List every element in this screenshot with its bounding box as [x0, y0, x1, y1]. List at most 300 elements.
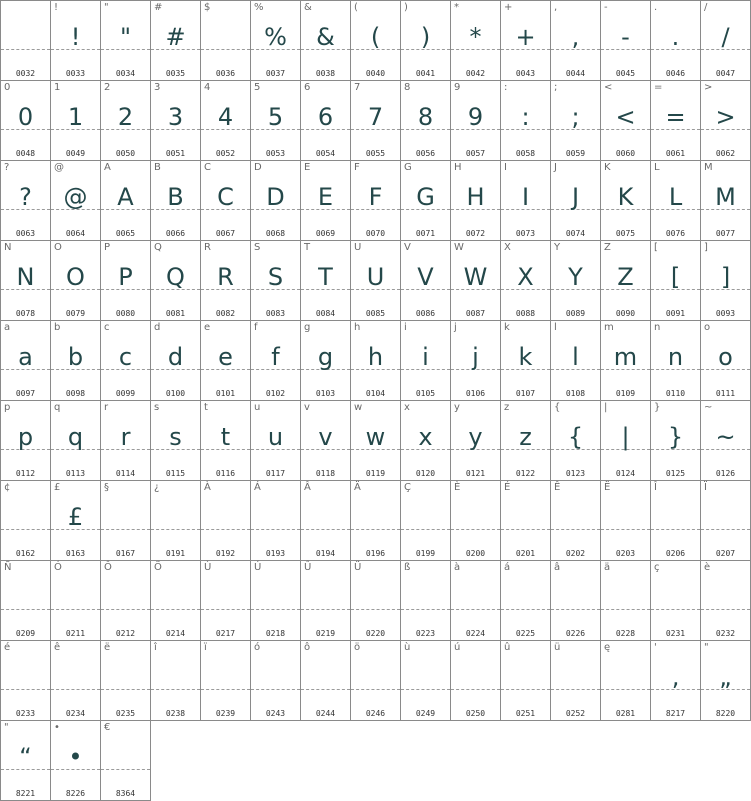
glyph-cell-label: •: [54, 722, 60, 733]
glyph-code: 0098: [65, 389, 86, 398]
glyph-sample: P: [118, 263, 133, 291]
glyph-cell-label: .: [654, 2, 658, 13]
glyph-code: 0036: [215, 69, 236, 78]
glyph-cell: [0, 400, 51, 481]
glyph-cell: [700, 320, 751, 401]
glyph-cell: [100, 0, 151, 81]
glyph-cell: [550, 400, 601, 481]
glyph-cell-label: ): [404, 2, 408, 13]
glyph-cell-label: ï: [204, 642, 207, 653]
glyph-cell-label: s: [154, 402, 160, 413]
glyph-cell-label: ë: [104, 642, 111, 653]
glyph-cell-label: Ë: [604, 482, 611, 493]
glyph-cell-label: &: [304, 2, 312, 13]
glyph-sample: [201, 497, 250, 537]
glyph-sample: v: [318, 423, 333, 451]
glyph-sample: 2: [117, 103, 134, 131]
glyph-cell: [700, 0, 751, 81]
glyph-cell: [650, 560, 701, 641]
glyph-cell-label: Î: [654, 482, 657, 493]
glyph-sample: 4: [217, 103, 234, 131]
glyph-sample: [601, 577, 650, 617]
glyph-cell-label: e: [204, 322, 211, 333]
glyph-code: 0192: [215, 549, 236, 558]
glyph-cell-label: Á: [254, 482, 261, 493]
glyph-code: 0122: [515, 469, 536, 478]
glyph-sample: &: [316, 23, 335, 51]
glyph-code: 0218: [265, 629, 286, 638]
glyph-code: 0123: [565, 469, 586, 478]
glyph-cell: [400, 160, 451, 241]
glyph-cell: [500, 480, 551, 561]
glyph-sample: [1, 657, 50, 697]
glyph-code: 0212: [115, 629, 136, 638]
glyph-code: 0219: [315, 629, 336, 638]
glyph-cell: [250, 80, 301, 161]
glyph-sample: /: [721, 23, 730, 51]
glyph-sample: d: [167, 343, 184, 371]
glyph-code: 0126: [715, 469, 736, 478]
glyph-code: 8364: [115, 789, 136, 798]
glyph-cell-label: @: [54, 162, 64, 173]
glyph-cell: [100, 240, 151, 321]
glyph-sample: S: [267, 263, 284, 291]
glyph-code: 8217: [665, 709, 686, 718]
glyph-code: 0090: [615, 309, 636, 318]
glyph-cell: [550, 560, 601, 641]
glyph-cell: [0, 640, 51, 721]
glyph-cell-label: l: [554, 322, 557, 333]
glyph-cell: [400, 400, 451, 481]
glyph-cell-label: X: [504, 242, 511, 253]
glyph-cell: [600, 160, 651, 241]
glyph-sample: U: [366, 263, 385, 291]
glyph-cell: [650, 0, 701, 81]
glyph-cell: [150, 80, 201, 161]
glyph-sample: G: [416, 183, 435, 211]
glyph-code: 0032: [15, 69, 36, 78]
glyph-sample: •: [68, 743, 83, 771]
glyph-code: 0093: [715, 309, 736, 318]
glyph-cell: [300, 320, 351, 401]
glyph-cell-label: 7: [354, 82, 361, 93]
glyph-cell: [350, 80, 401, 161]
glyph-cell-label: ,: [554, 2, 558, 13]
glyph-code: 0080: [115, 309, 136, 318]
glyph-code: 0119: [365, 469, 386, 478]
glyph-code: 0088: [515, 309, 536, 318]
glyph-cell-label: ': [654, 642, 657, 653]
glyph-sample: g: [317, 343, 334, 371]
glyph-cell: [100, 160, 151, 241]
glyph-cell-label: $: [204, 2, 211, 13]
glyph-cell-label: u: [254, 402, 261, 413]
glyph-sample: [551, 577, 600, 617]
glyph-cell: [400, 240, 451, 321]
glyph-code: 0084: [315, 309, 336, 318]
glyph-sample: s: [169, 423, 182, 451]
glyph-sample: t: [220, 423, 231, 451]
glyph-sample: 0: [17, 103, 34, 131]
glyph-sample: [551, 657, 600, 697]
glyph-sample: [451, 577, 500, 617]
glyph-cell: [650, 240, 701, 321]
glyph-cell: [600, 400, 651, 481]
glyph-cell-label: U: [354, 242, 362, 253]
glyph-sample: D: [266, 183, 285, 211]
glyph-code: 0057: [465, 149, 486, 158]
glyph-code: 0112: [15, 469, 36, 478]
glyph-sample: [451, 497, 500, 537]
glyph-sample: [251, 657, 300, 697]
glyph-cell: [100, 320, 151, 401]
glyph-sample: [301, 497, 350, 537]
glyph-code: 0066: [165, 229, 186, 238]
glyph-cell-label: û: [504, 642, 511, 653]
glyph-code: 0082: [215, 309, 236, 318]
glyph-code: 0106: [465, 389, 486, 398]
glyph-cell: [500, 400, 551, 481]
glyph-cell: [700, 480, 751, 561]
glyph-cell-label: x: [404, 402, 410, 413]
glyph-code: 0083: [265, 309, 286, 318]
glyph-code: 0072: [465, 229, 486, 238]
glyph-code: 0033: [65, 69, 86, 78]
glyph-sample: 8: [417, 103, 434, 131]
glyph-sample: Z: [617, 263, 634, 291]
glyph-cell-label: ç: [654, 562, 660, 573]
glyph-cell-label: W: [454, 242, 464, 253]
glyph-sample: [101, 737, 150, 777]
glyph-cell: [350, 0, 401, 81]
glyph-code: 0115: [165, 469, 186, 478]
glyph-sample: [601, 657, 650, 697]
glyph-cell: [700, 240, 751, 321]
glyph-sample: O: [66, 263, 85, 291]
glyph-sample: R: [217, 263, 234, 291]
glyph-cell-label: ;: [554, 82, 558, 93]
glyph-code: 0078: [15, 309, 36, 318]
glyph-cell: [100, 400, 151, 481]
glyph-cell-label: V: [404, 242, 411, 253]
glyph-cell-label: r: [104, 402, 109, 413]
glyph-cell-label: -: [604, 2, 608, 13]
glyph-cell: [50, 80, 101, 161]
glyph-sample: :: [521, 103, 530, 131]
glyph-cell-label: ~: [704, 402, 713, 413]
glyph-cell-label: a: [4, 322, 11, 333]
glyph-cell: [600, 640, 651, 721]
glyph-sample: c: [118, 343, 133, 371]
glyph-cell: [50, 240, 101, 321]
glyph-cell: [350, 240, 401, 321]
glyph-cell: [500, 240, 551, 321]
glyph-cell-label: 5: [254, 82, 261, 93]
glyph-cell-label: Ó: [54, 562, 62, 573]
glyph-cell: [300, 400, 351, 481]
glyph-sample: 1: [67, 103, 84, 131]
glyph-sample: >: [715, 103, 736, 131]
glyph-sample: [201, 17, 250, 57]
glyph-code: 0252: [565, 709, 586, 718]
glyph-sample: {: [567, 423, 584, 451]
glyph-sample: e: [218, 343, 233, 371]
glyph-cell-label: Ñ: [4, 562, 12, 573]
glyph-sample: [501, 497, 550, 537]
glyph-cell: [200, 480, 251, 561]
glyph-cell-label: B: [154, 162, 161, 173]
glyph-cell-label: C: [204, 162, 211, 173]
glyph-cell: [450, 240, 501, 321]
glyph-sample: [151, 657, 200, 697]
glyph-cell: [400, 560, 451, 641]
glyph-cell-label: D: [254, 162, 262, 173]
glyph-sample: x: [418, 423, 433, 451]
glyph-cell: [250, 320, 301, 401]
glyph-sample: £: [67, 503, 84, 531]
glyph-cell: [550, 480, 601, 561]
glyph-sample: [101, 577, 150, 617]
glyph-code: 0048: [15, 149, 36, 158]
glyph-cell-label: t: [204, 402, 208, 413]
glyph-cell-label: p: [4, 402, 11, 413]
glyph-code: 8220: [715, 709, 736, 718]
glyph-sample: [251, 577, 300, 617]
glyph-code: 0239: [215, 709, 236, 718]
glyph-code: 0077: [715, 229, 736, 238]
glyph-cell-label: 8: [404, 82, 411, 93]
glyph-sample: <: [615, 103, 636, 131]
glyph-sample: ;: [571, 103, 580, 131]
glyph-code: 0041: [415, 69, 436, 78]
glyph-cell: [350, 480, 401, 561]
glyph-cell-label: 9: [454, 82, 461, 93]
glyph-cell: [450, 80, 501, 161]
glyph-code: 0045: [615, 69, 636, 78]
glyph-code: 0076: [665, 229, 686, 238]
glyph-cell: [150, 480, 201, 561]
glyph-cell: [250, 240, 301, 321]
glyph-code: 0108: [565, 389, 586, 398]
glyph-code: 0201: [515, 549, 536, 558]
glyph-sample: a: [18, 343, 33, 371]
glyph-code: 0059: [565, 149, 586, 158]
glyph-code: 0206: [665, 549, 686, 558]
glyph-code: 0105: [415, 389, 436, 398]
glyph-cell-label: 0: [4, 82, 11, 93]
glyph-sample: [101, 497, 150, 537]
glyph-cell: [600, 0, 651, 81]
glyph-code: 0097: [15, 389, 36, 398]
glyph-cell: [300, 80, 351, 161]
glyph-code: 0244: [315, 709, 336, 718]
glyph-sample: M: [715, 183, 736, 211]
glyph-cell-label: i: [404, 322, 407, 333]
glyph-sample: N: [16, 263, 35, 291]
glyph-cell: [300, 0, 351, 81]
glyph-code: 0089: [565, 309, 586, 318]
glyph-cell-label: È: [454, 482, 461, 493]
glyph-cell: [50, 560, 101, 641]
glyph-code: 0234: [65, 709, 86, 718]
glyph-cell-label: f: [254, 322, 258, 333]
glyph-cell: [0, 560, 51, 641]
glyph-cell: [0, 480, 51, 561]
glyph-code: 0194: [315, 549, 336, 558]
glyph-sample: f: [271, 343, 280, 371]
glyph-cell-label: =: [654, 82, 663, 93]
glyph-cell: [200, 80, 251, 161]
glyph-code: 0246: [365, 709, 386, 718]
glyph-sample: 5: [267, 103, 284, 131]
glyph-cell-label: j: [454, 322, 457, 333]
glyph-code: 0052: [215, 149, 236, 158]
glyph-code: 0068: [265, 229, 286, 238]
glyph-cell: [650, 80, 701, 161]
glyph-cell-label: ]: [704, 242, 708, 253]
glyph-cell: [50, 400, 101, 481]
glyph-code: 0217: [215, 629, 236, 638]
glyph-code: 0040: [365, 69, 386, 78]
glyph-sample: -: [621, 23, 630, 51]
glyph-cell-label: 6: [304, 82, 311, 93]
glyph-sample: [351, 497, 400, 537]
glyph-cell-label: <: [604, 82, 613, 93]
glyph-code: 0199: [415, 549, 436, 558]
glyph-cell-label: §: [104, 482, 109, 493]
glyph-code: 0121: [465, 469, 486, 478]
glyph-cell-label: k: [504, 322, 510, 333]
glyph-code: 0232: [715, 629, 736, 638]
glyph-sample: ,: [571, 23, 580, 51]
glyph-code: 0223: [415, 629, 436, 638]
glyph-code: 0073: [515, 229, 536, 238]
glyph-cell-label: ô: [304, 642, 311, 653]
glyph-sample: 6: [317, 103, 334, 131]
glyph-sample: [301, 577, 350, 617]
glyph-cell-label: R: [204, 242, 211, 253]
glyph-sample: I: [521, 183, 530, 211]
glyph-code: 0200: [465, 549, 486, 558]
glyph-cell-label: {: [554, 402, 561, 413]
glyph-cell-label: Ê: [554, 482, 561, 493]
glyph-cell: [600, 80, 651, 161]
glyph-code: 0117: [265, 469, 286, 478]
glyph-sample: =: [665, 103, 686, 131]
glyph-sample: [251, 497, 300, 537]
glyph-cell-label: ": [704, 642, 709, 653]
glyph-cell: [700, 640, 751, 721]
glyph-code: 0054: [315, 149, 336, 158]
glyph-cell-label: n: [654, 322, 661, 333]
glyph-code: 0067: [215, 229, 236, 238]
glyph-cell: [550, 80, 601, 161]
glyph-sample: F: [368, 183, 383, 211]
glyph-code: 0074: [565, 229, 586, 238]
glyph-sample: [701, 497, 750, 537]
glyph-cell: [700, 80, 751, 161]
glyph-cell: [300, 240, 351, 321]
glyph-sample: [651, 497, 700, 537]
glyph-cell-label: ": [104, 2, 109, 13]
glyph-code: 0053: [265, 149, 286, 158]
glyph-cell: [550, 0, 601, 81]
glyph-cell: [100, 560, 151, 641]
glyph-code: 8226: [65, 789, 86, 798]
glyph-sample: „: [719, 663, 732, 691]
glyph-cell-label: |: [604, 402, 608, 413]
glyph-sample: [101, 657, 150, 697]
glyph-cell: [500, 640, 551, 721]
glyph-sample: .: [671, 23, 680, 51]
glyph-cell: [500, 160, 551, 241]
glyph-cell: [0, 320, 51, 401]
glyph-code: 0162: [15, 549, 36, 558]
glyph-sample: E: [317, 183, 334, 211]
glyph-code: 0046: [665, 69, 686, 78]
glyph-cell-label: à: [454, 562, 461, 573]
glyph-sample: r: [120, 423, 131, 451]
glyph-sample: i: [422, 343, 429, 371]
glyph-cell-label: (: [354, 2, 358, 13]
glyph-cell: [200, 240, 251, 321]
glyph-sample: j: [472, 343, 479, 371]
glyph-cell: [300, 160, 351, 241]
glyph-code: 0111: [715, 389, 736, 398]
glyph-sample: [151, 577, 200, 617]
glyph-sample: y: [468, 423, 483, 451]
glyph-code: 0124: [615, 469, 636, 478]
glyph-sample: w: [365, 423, 386, 451]
glyph-cell: [100, 640, 151, 721]
glyph-code: 0058: [515, 149, 536, 158]
glyph-code: 0114: [115, 469, 136, 478]
glyph-code: 0281: [615, 709, 636, 718]
glyph-code: 0104: [365, 389, 386, 398]
glyph-cell: [0, 0, 51, 81]
glyph-code: 0071: [415, 229, 436, 238]
glyph-code: 0065: [115, 229, 136, 238]
glyph-cell-label: ó: [254, 642, 261, 653]
glyph-cell-label: w: [354, 402, 363, 413]
glyph-code: 0207: [715, 549, 736, 558]
glyph-cell-label: y: [454, 402, 460, 413]
glyph-sample: +: [515, 23, 536, 51]
glyph-cell-label: !: [54, 2, 59, 13]
glyph-cell-label: :: [504, 82, 508, 93]
glyph-sample: k: [518, 343, 533, 371]
glyph-code: 0109: [615, 389, 636, 398]
glyph-cell: [250, 560, 301, 641]
glyph-cell-label: o: [704, 322, 711, 333]
glyph-cell-label: ¢: [4, 482, 11, 493]
glyph-code: 0191: [165, 549, 186, 558]
glyph-sample: ~: [715, 423, 736, 451]
glyph-cell: [200, 400, 251, 481]
glyph-cell: [350, 560, 401, 641]
glyph-code: 0203: [615, 549, 636, 558]
glyph-cell-label: P: [104, 242, 111, 253]
glyph-code: 0038: [315, 69, 336, 78]
glyph-sample: X: [517, 263, 534, 291]
glyph-cell: [50, 320, 101, 401]
glyph-cell: [100, 80, 151, 161]
glyph-sample: [301, 657, 350, 697]
glyph-cell-label: z: [504, 402, 510, 413]
glyph-sample: (: [370, 23, 381, 51]
glyph-cell-label: O: [54, 242, 62, 253]
glyph-code: 0118: [315, 469, 336, 478]
